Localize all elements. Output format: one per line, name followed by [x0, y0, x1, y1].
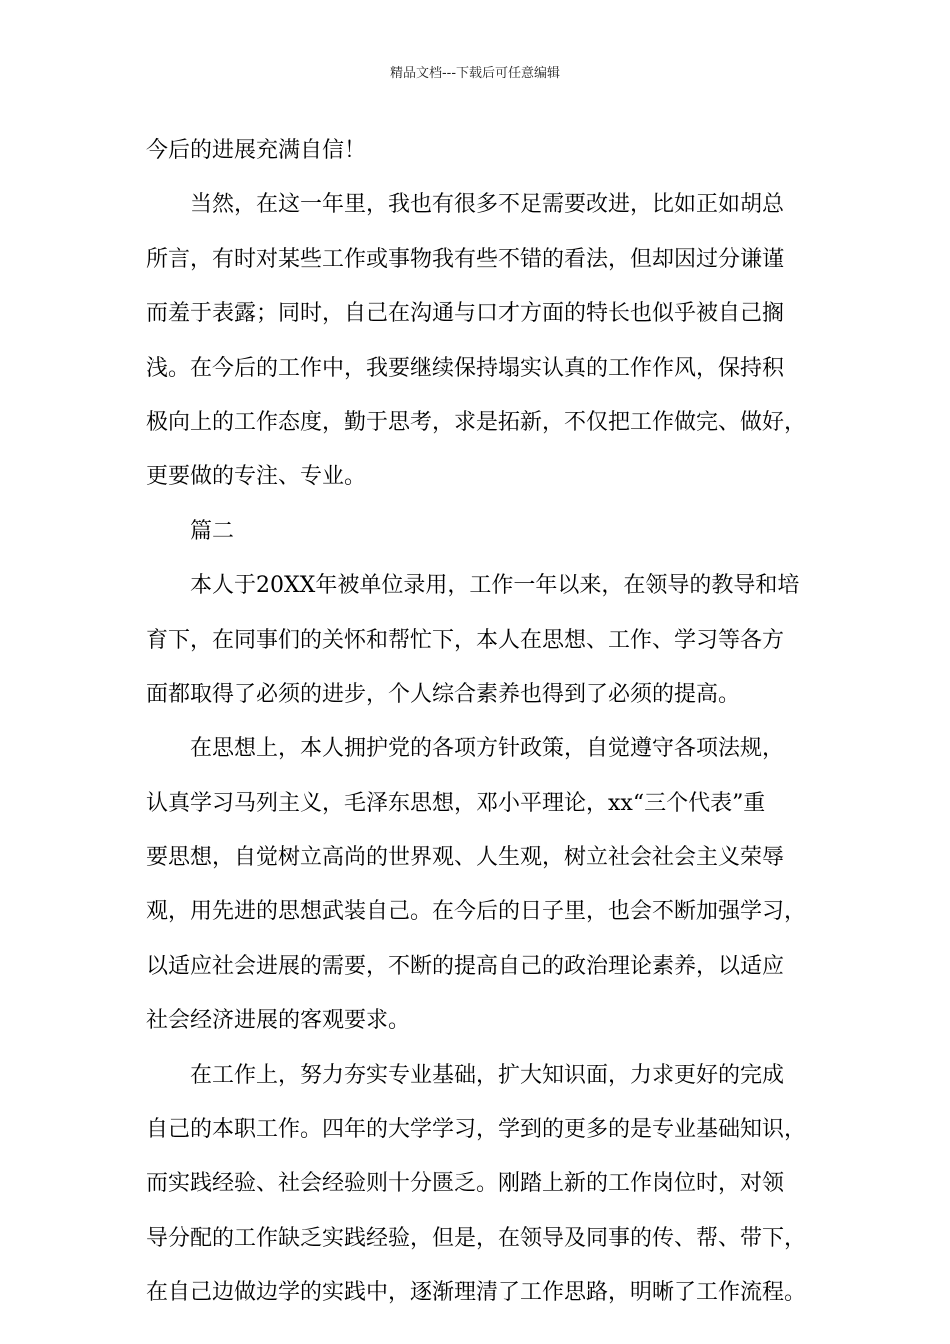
text-line: 当然，在这一年里，我也有很多不足需要改进，比如正如胡总	[190, 192, 785, 218]
text-line: 本人于20XX年被单位录用，工作一年以来，在领导的教导和培	[190, 573, 800, 599]
text-line: 在思想上，本人拥护党的各项方针政策，自觉遵守各项法规，	[190, 736, 785, 762]
text-line: 浅。在今后的工作中，我要继续保持塌实认真的工作作风，保持积	[146, 355, 785, 381]
text-line: 社会经济进展的客观要求。	[146, 1008, 411, 1034]
text-line: 更要做的专注、专业。	[146, 464, 367, 490]
text-line: 所言，有时对某些工作或事物我有些不错的看法，但却因过分谦谨	[146, 246, 785, 272]
text-line: 自己的本职工作。四年的大学学习，学到的更多的是专业基础知识，	[146, 1117, 807, 1143]
text-line: 认真学习马列主义，毛泽东思想，邓小平理论，xx“三个代表”重	[146, 790, 766, 816]
text-line: 而实践经验、社会经验则十分匮乏。刚踏上新的工作岗位时，对领	[146, 1171, 785, 1197]
page-header: 精品文档---下载后可任意编辑	[389, 66, 561, 81]
text-line: 以适应社会进展的需要，不断的提高自己的政治理论素养，以适应	[146, 953, 785, 979]
text-line: 观，用先进的思想武装自己。在今后的日子里，也会不断加强学习，	[146, 899, 807, 925]
text-line: 育下，在同事们的关怀和帮忙下，本人在思想、工作、学习等各方	[146, 627, 785, 653]
text-line: 在工作上，努力夯实专业基础，扩大知识面，力求更好的完成	[190, 1062, 785, 1088]
section-heading: 篇二	[190, 518, 235, 544]
text-line: 面都取得了必须的进步，个人综合素养也得到了必须的提高。	[146, 681, 741, 707]
text-line: 极向上的工作态度，勤于思考，求是拓新，不仅把工作做完、做好，	[146, 409, 807, 435]
text-line: 导分配的工作缺乏实践经验，但是，在领导及同事的传、帮、带下，	[146, 1225, 807, 1251]
document-body	[146, 124, 826, 1321]
text-line: 在自己边做边学的实践中，逐渐理清了工作思路，明晰了工作流程。	[146, 1280, 807, 1306]
text-line: 今后的进展充满自信！	[146, 138, 367, 163]
text-line: 要思想，自觉树立高尚的世界观、人生观，树立社会社会主义荣辱	[146, 845, 785, 871]
text-line: 而羞于表露；同时，自己在沟通与口才方面的特长也似乎被自己搁	[146, 301, 785, 327]
